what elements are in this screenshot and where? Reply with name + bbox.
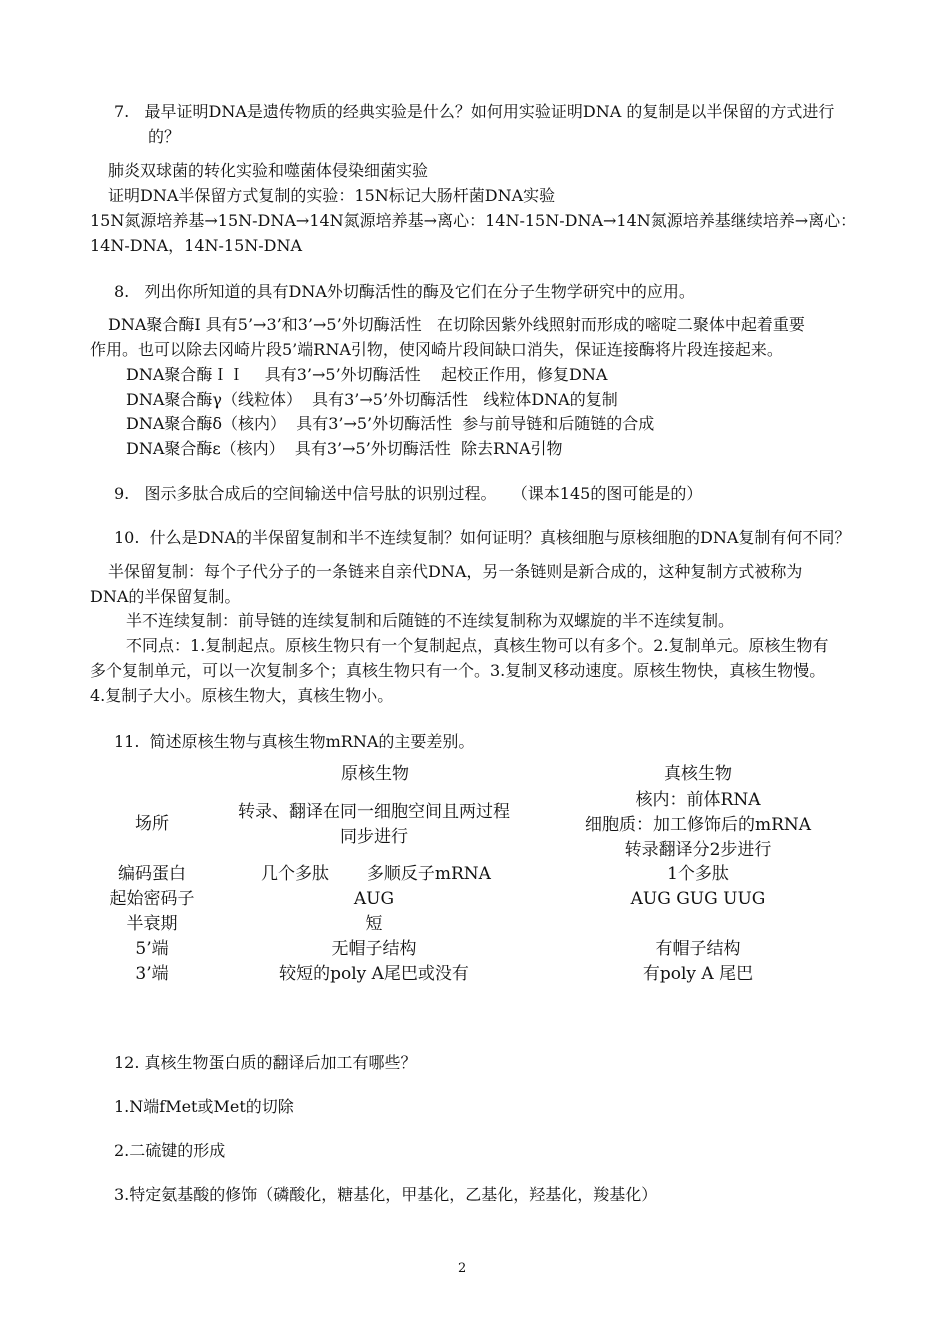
q9-question: 9. 图示多肽合成后的空间输送中信号肽的识别过程。 （课本145的图可能是的）	[114, 484, 703, 503]
table-cell-start-prokaryote: AUG	[353, 889, 395, 909]
table-cell-site-eukaryote: 细胞质：加工修饰后的mRNA	[584, 815, 812, 835]
q7-answer-line: 肺炎双球菌的转化实验和噬菌体侵染细菌实验	[108, 161, 429, 180]
q12-item: 1.N端fMet或Met的切除	[114, 1097, 294, 1116]
table-header-prokaryote: 原核生物	[341, 764, 409, 784]
q7-question-line2: 的？	[148, 127, 181, 146]
q10-answer-line: 半不连续复制：前导链的连续复制和后随链的不连续复制称为双螺旋的半不连续复制。	[126, 611, 735, 630]
q7-answer-line: 14N-DNA，14N-15N-DNA	[90, 236, 303, 255]
q8-answer-line: 作用。也可以除去冈崎片段5’端RNA引物，使冈崎片段间缺口消失，保证连接酶将片段连接起来。	[90, 340, 783, 359]
q10-answer-line: 半保留复制：每个子代分子的一条链来自亲代DNA，另一条链则是新合成的，这种复制方式被称为	[108, 562, 803, 581]
q7-answer-line: 证明DNA半保留方式复制的实验：15N标记大肠杆菌DNA实验	[108, 186, 556, 205]
table-cell-3-end-eukaryote: 有poly A 尾巴	[642, 964, 754, 984]
q8-answer-line: DNA聚合酶γ（线粒体） 具有3’→5’外切酶活性 线粒体DNA的复制	[126, 390, 618, 409]
table-cell-5-end-prokaryote: 无帽子结构	[331, 939, 417, 959]
q7-question-line1: 7. 最早证明DNA是遗传物质的经典实验是什么？如何用实验证明DNA 的复制是以半保留的方式进行	[114, 102, 835, 121]
q8-answer-line: DNA聚合酶I 具有5’→3’和3’→5’外切酶活性 在切除因紫外线照射而形成的嘧啶二聚体中起着重要	[108, 315, 805, 334]
q7-answer-line: 15N氮源培养基→15N-DNA→14N氮源培养基→离心：14N-15N-DNA→14N氮源培养基继续培养→离心：	[90, 211, 857, 230]
table-cell-coding-prokaryote: 几个多肽 多顺反子mRNA	[261, 864, 491, 884]
q12-item: 3.特定氨基酸的修饰（磷酸化，糖基化，甲基化，乙基化，羟基化，羧基化）	[114, 1185, 658, 1204]
q10-answer-line: 4.复制子大小。原核生物大，真核生物小。	[90, 686, 394, 705]
table-cell-5-end-eukaryote: 有帽子结构	[655, 939, 741, 959]
table-cell-site-eukaryote: 转录翻译分2步进行	[624, 840, 772, 860]
q8-answer-line: DNA聚合酶ＩＩ 具有3’→5’外切酶活性 起校正作用，修复DNA	[126, 365, 608, 384]
q10-answer-line: 不同点：1.复制起点。原核生物只有一个复制起点，真核生物可以有多个。2.复制单元。原核生物有	[126, 636, 829, 655]
table-row-label-half-life: 半衰期	[126, 914, 178, 934]
table-cell-site-prokaryote: 转录、翻译在同一细胞空间且两过程	[238, 802, 510, 822]
q12-item: 2.二硫键的形成	[114, 1141, 226, 1160]
q10-answer-line: 多个复制单元，可以一次复制多个；真核生物只有一个。3.复制叉移动速度。原核生物快，真核生物慢。	[90, 661, 826, 680]
q12-question: 12. 真核生物蛋白质的翻译后加工有哪些？	[114, 1053, 417, 1072]
table-cell-site-prokaryote: 同步进行	[340, 827, 408, 847]
table-cell-site-eukaryote: 核内：前体RNA	[635, 790, 761, 810]
table-row-label-start-codon: 起始密码子	[109, 889, 195, 909]
q11-question: 11. 简述原核生物与真核生物mRNA的主要差别。	[114, 732, 475, 751]
q10-answer-line: DNA的半保留复制。	[90, 587, 241, 606]
table-row-label-coding: 编码蛋白	[118, 864, 186, 884]
q8-answer-line: DNA聚合酶ε（核内） 具有3’→5’外切酶活性 除去RNA引物	[126, 439, 563, 458]
table-cell-3-end-prokaryote: 较短的poly A尾巴或没有	[279, 964, 469, 984]
table-cell-half-life-prokaryote: 短	[365, 914, 383, 934]
q8-answer-line: DNA聚合酶δ（核内） 具有3’→5’外切酶活性 参与前导链和后随链的合成	[126, 414, 655, 433]
q8-question: 8. 列出你所知道的具有DNA外切酶活性的酶及它们在分子生物学研究中的应用。	[114, 282, 695, 301]
table-row-label-site: 场所	[135, 814, 169, 834]
table-cell-start-eukaryote: AUG GUG UUG	[630, 889, 766, 909]
q10-question: 10. 什么是DNA的半保留复制和半不连续复制？如何证明？真核细胞与原核细胞的DNA复制有何不同？	[114, 528, 851, 547]
page-number: 2	[458, 1261, 467, 1276]
table-row-label-5-end: 5’端	[135, 939, 169, 959]
table-cell-coding-eukaryote: 1个多肽	[667, 864, 729, 884]
table-row-label-3-end: 3’端	[135, 964, 169, 984]
table-header-eukaryote: 真核生物	[664, 764, 732, 784]
